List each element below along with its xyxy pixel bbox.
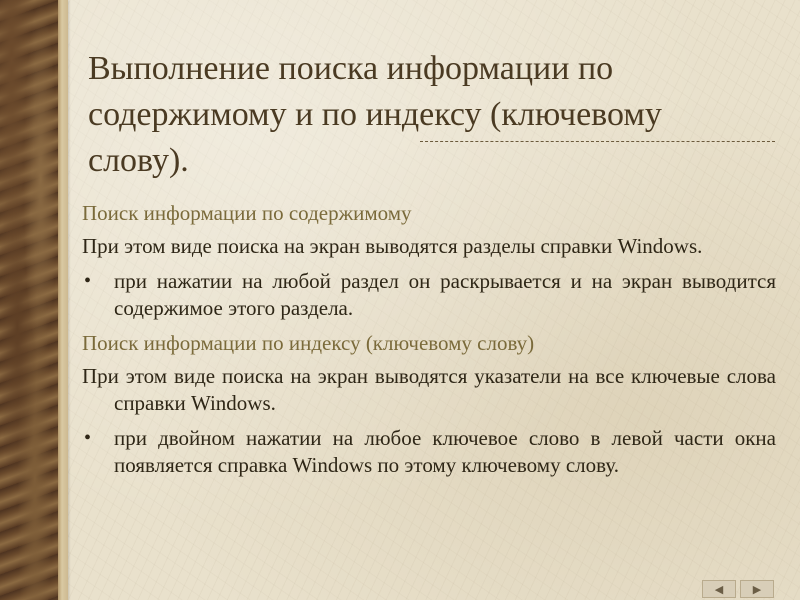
title-dashed-rule <box>420 141 775 142</box>
slide-title: Выполнение поиска информации по содержимому и по индексу (ключевому слову). <box>88 50 662 179</box>
bullet-item-content-search <box>82 268 776 322</box>
section-paragraph-content-search: При этом виде поиска на экран выводятся разделы справки Windows. <box>82 234 703 258</box>
section-heading-content-search: Поиск информации по содержимому <box>82 201 412 225</box>
bullet-icon: • <box>84 427 92 449</box>
next-slide-button[interactable] <box>740 580 774 598</box>
section-heading-index-search: Поиск информации по индексу (ключевому слову) <box>82 331 535 355</box>
slide-navigation <box>702 580 774 598</box>
decorative-divider <box>58 0 68 600</box>
bullet-icon: • <box>84 270 92 292</box>
section-paragraph-index-search: При этом виде поиска на экран выводятся указатели на все ключевые слова справки Windows. <box>82 364 776 415</box>
bullet-item-index-search <box>82 425 776 479</box>
arrow-left-icon: ◀ <box>714 582 724 596</box>
slide-content <box>82 200 776 487</box>
bullet-text: при двойном нажатии на любое ключевое слово в левой части окна появляется справка Windows по этому ключевому слову. <box>114 426 776 477</box>
prev-slide-button[interactable] <box>702 580 736 598</box>
bullet-text: при нажатии на любой раздел он раскрывается и на экран выводится содержимое этого раздела. <box>114 269 776 320</box>
decorative-left-strip <box>0 0 58 600</box>
arrow-right-icon: ▶ <box>752 582 762 596</box>
